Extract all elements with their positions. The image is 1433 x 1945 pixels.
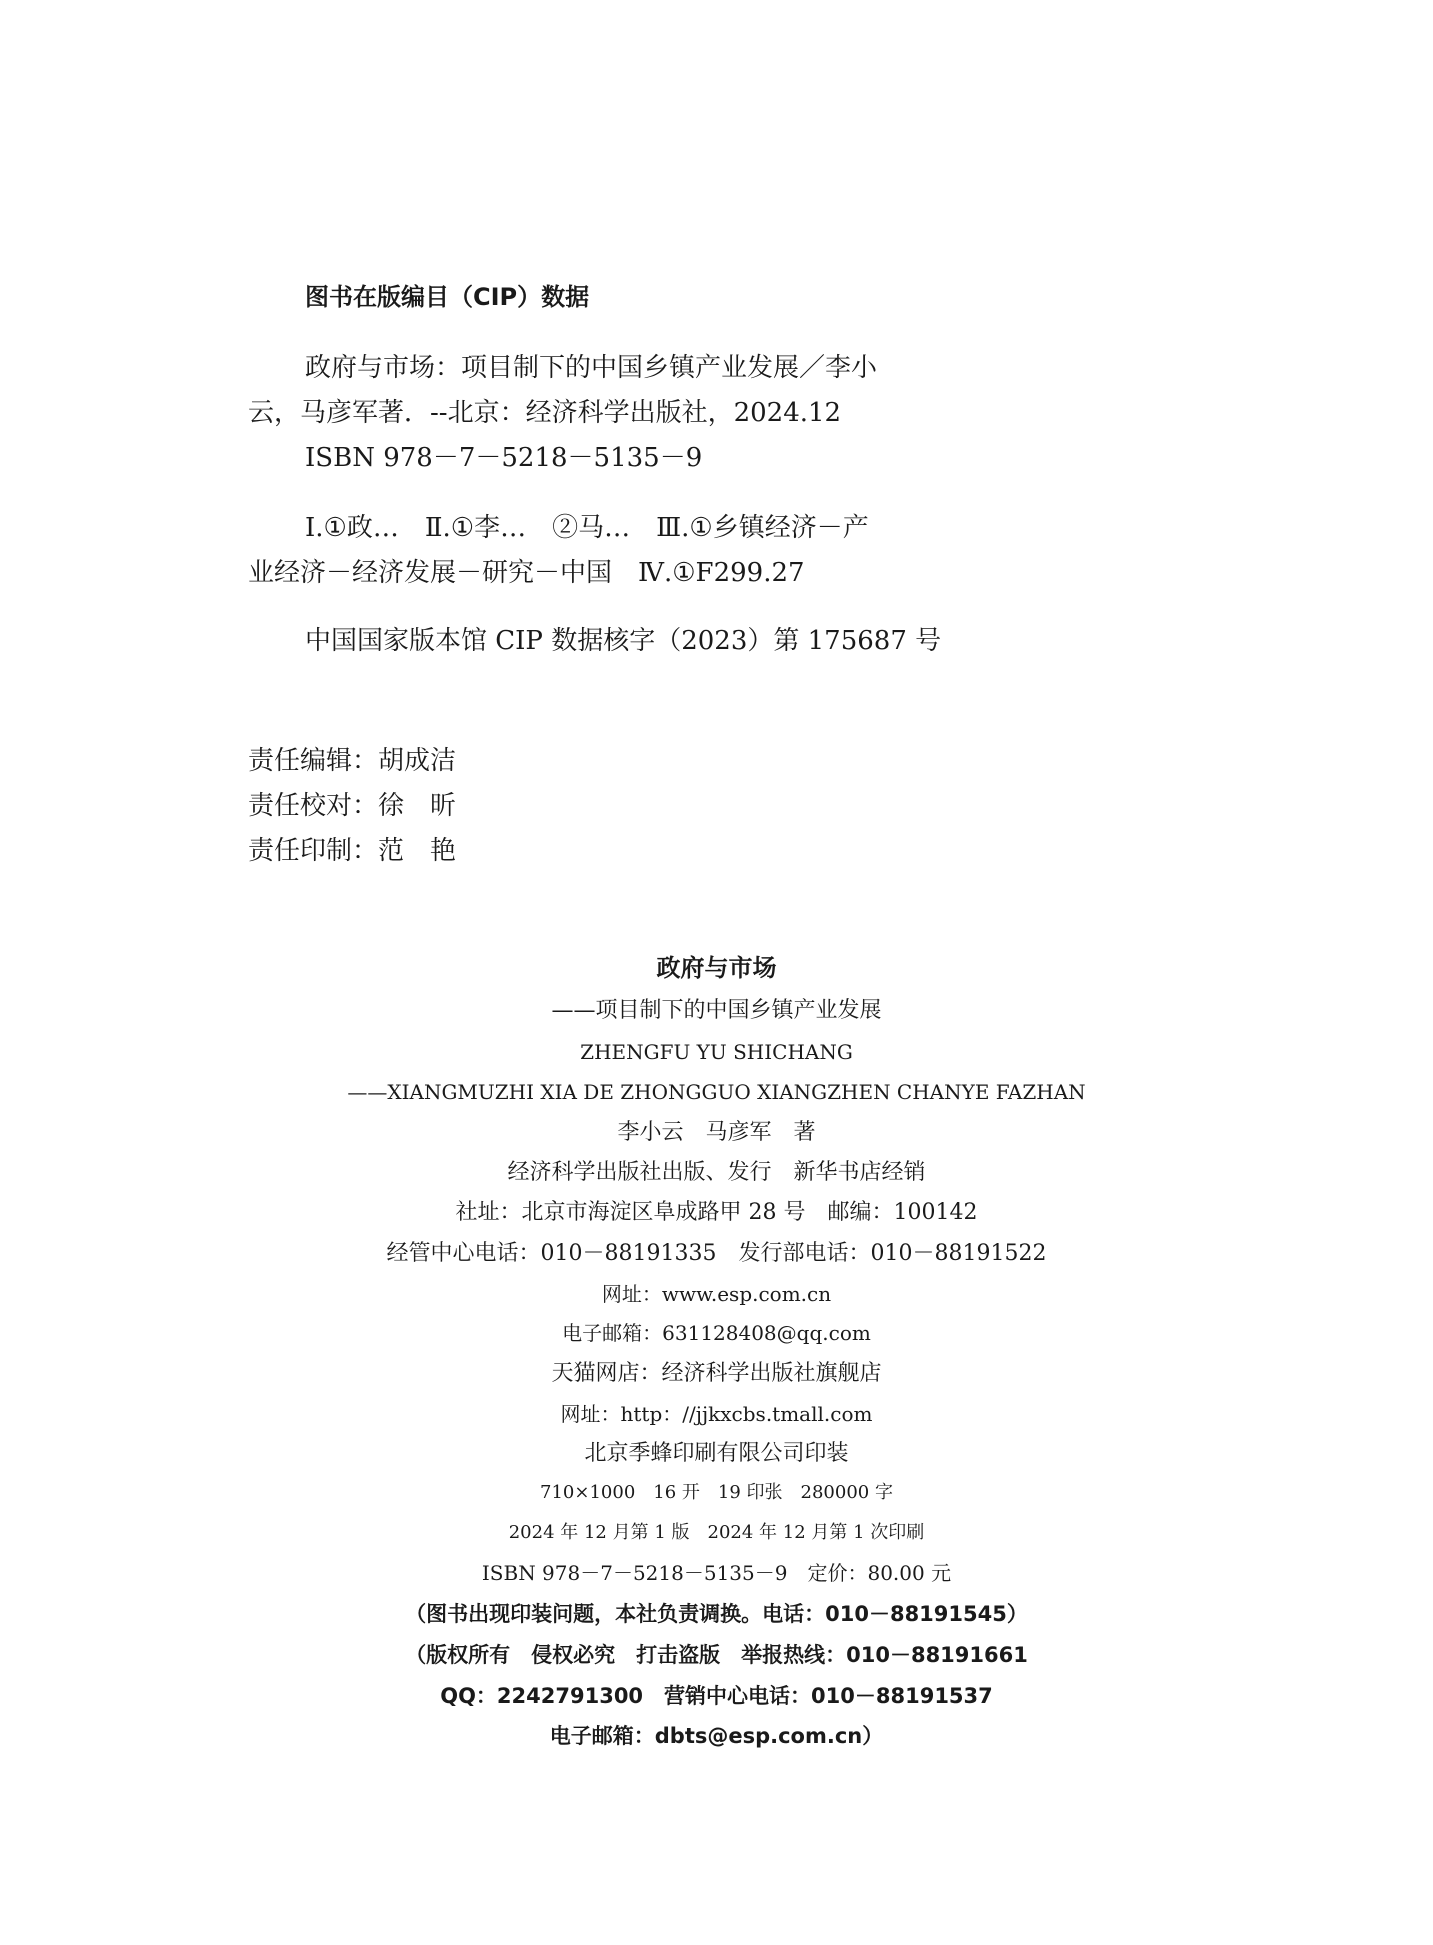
- edition-line: 2024 年 12 月第 1 版 2024 年 12 月第 1 次印刷: [508, 1522, 925, 1543]
- cip-record-number: 中国国家版本馆 CIP 数据核字（2023）第 175687 号: [305, 626, 942, 656]
- cip-classification-line-1: Ⅰ.①政… Ⅱ.①李… ②马… Ⅲ.①乡镇经济－产: [305, 513, 869, 543]
- website-line: 网址：www.esp.com.cn: [601, 1282, 832, 1306]
- responsible-proofreader: 责任校对：徐 昕: [248, 791, 457, 821]
- copyright-notice: （版权所有 侵权必究 打击盗版 举报热线：010－88191661: [405, 1643, 1028, 1667]
- cip-heading: 图书在版编目（CIP）数据: [305, 283, 590, 311]
- phones-line: 经管中心电话：010－88191335 发行部电话：010－88191522: [386, 1241, 1047, 1266]
- cip-classification-line-2: 业经济－经济发展－研究－中国 Ⅳ.①F299.27: [248, 558, 805, 588]
- tmall-url-line: 网址：http：//jjkxcbs.tmall.com: [560, 1402, 873, 1426]
- printer-line: 北京季蜂印刷有限公司印装: [584, 1441, 849, 1466]
- email-line: 电子邮箱：631128408@qq.com: [562, 1321, 871, 1345]
- cip-title-line: 政府与市场：项目制下的中国乡镇产业发展／李小: [305, 353, 878, 383]
- publisher-line: 经济科学出版社出版、发行 新华书店经销: [507, 1160, 926, 1185]
- responsible-print-manager: 责任印制：范 艳: [248, 836, 457, 866]
- tmall-store-line: 天猫网店：经济科学出版社旗舰店: [551, 1361, 882, 1386]
- book-title: 政府与市场: [656, 954, 777, 982]
- cip-author-publisher-line: 云，马彦军著．--北京：经济科学出版社，2024.12: [248, 398, 842, 428]
- pinyin-title: ZHENGFU YU SHICHANG: [580, 1040, 853, 1064]
- cip-isbn-line: ISBN 978－7－5218－5135－9: [305, 443, 703, 473]
- qq-marketing-notice: QQ：2242791300 营销中心电话：010－88191537: [440, 1684, 993, 1708]
- address-line: 社址：北京市海淀区阜成路甲 28 号 邮编：100142: [455, 1200, 978, 1225]
- book-subtitle: ——项目制下的中国乡镇产业发展: [551, 998, 882, 1023]
- format-line: 710×1000 16 开 19 印张 280000 字: [540, 1482, 893, 1503]
- printing-issue-notice: （图书出现印装问题，本社负责调换。电话：010－88191545）: [405, 1602, 1028, 1626]
- pinyin-subtitle: ——XIANGMUZHI XIA DE ZHONGGUO XIANGZHEN CHANYE FAZHAN: [347, 1080, 1086, 1104]
- isbn-price-line: ISBN 978－7－5218－5135－9 定价：80.00 元: [481, 1561, 952, 1585]
- authors-line: 李小云 马彦军 著: [617, 1120, 816, 1145]
- piracy-email-notice: 电子邮箱：dbts@esp.com.cn）: [549, 1724, 884, 1748]
- responsible-editor: 责任编辑：胡成洁: [248, 746, 457, 776]
